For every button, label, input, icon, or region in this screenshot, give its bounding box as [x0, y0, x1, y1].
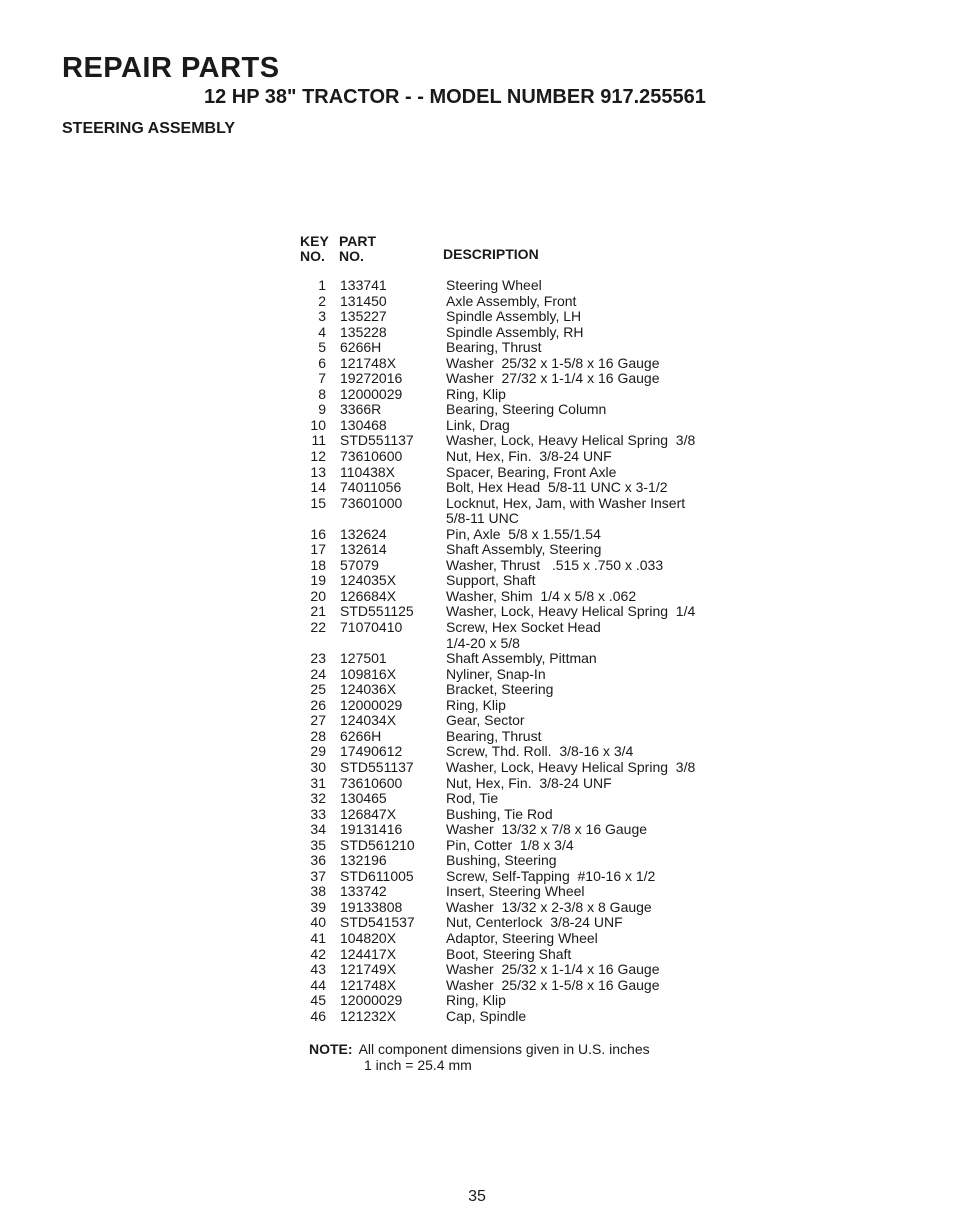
part-description: Pin, Axle 5/8 x 1.55/1.54 — [446, 525, 601, 542]
part-key-no: 35 — [310, 836, 326, 853]
parts-row — [300, 869, 760, 885]
part-header-line2: NO. — [339, 248, 364, 264]
part-key-no: 9 — [318, 401, 326, 418]
parts-row — [300, 978, 760, 994]
parts-row — [300, 340, 760, 356]
part-key-no: 6 — [318, 354, 326, 371]
parts-row — [300, 527, 760, 543]
part-key-no: 31 — [310, 774, 326, 791]
part-number: 57079 — [340, 556, 379, 573]
parts-row — [300, 511, 760, 527]
part-number: 124417X — [340, 945, 397, 962]
part-description: Gear, Sector — [446, 712, 525, 729]
parts-row — [300, 1009, 760, 1025]
part-key-no: 26 — [310, 696, 326, 713]
part-description: Pin, Cotter 1/8 x 3/4 — [446, 836, 574, 853]
part-number: 135228 — [340, 323, 387, 340]
part-number: 6266H — [340, 727, 382, 744]
key-header-line2: NO. — [300, 248, 325, 264]
part-number: 124034X — [340, 712, 397, 729]
parts-row — [300, 822, 760, 838]
parts-list — [300, 278, 760, 1024]
parts-row — [300, 947, 760, 963]
page-title: REPAIR PARTS — [62, 52, 280, 84]
part-description: 5/8-11 UNC — [446, 510, 519, 527]
part-number: 132614 — [340, 541, 387, 558]
part-key-no: 1 — [318, 277, 326, 293]
parts-row — [300, 620, 760, 636]
part-description: Screw, Thd. Roll. 3/8-16 x 3/4 — [446, 743, 634, 760]
parts-row — [300, 838, 760, 854]
part-description: Washer 27/32 x 1-1/4 x 16 Gauge — [446, 370, 660, 387]
part-description: Washer 13/32 x 7/8 x 16 Gauge — [446, 821, 648, 838]
part-description: Bolt, Hex Head 5/8-11 UNC x 3-1/2 — [446, 479, 668, 496]
parts-row — [300, 744, 760, 760]
part-number: 73610600 — [340, 448, 403, 465]
part-description: Spacer, Bearing, Front Axle — [446, 463, 617, 480]
parts-row — [300, 900, 760, 916]
parts-row — [300, 278, 760, 294]
part-description: Screw, Hex Socket Head — [446, 619, 601, 636]
part-number: 135227 — [340, 308, 387, 325]
part-description: Bearing, Thrust — [446, 727, 542, 744]
part-number: 121748X — [340, 976, 397, 993]
part-description: 1/4-20 x 5/8 — [446, 634, 520, 651]
part-key-no: 17 — [310, 541, 326, 558]
parts-row — [300, 791, 760, 807]
part-description: Washer 13/32 x 2-3/8 x 8 Gauge — [446, 898, 652, 915]
part-key-no: 27 — [310, 712, 326, 729]
part-description: Bearing, Steering Column — [446, 401, 607, 418]
part-number: 73601000 — [340, 494, 403, 511]
part-description: Bushing, Tie Rod — [446, 805, 553, 822]
part-description: Washer, Lock, Heavy Helical Spring 1/4 — [446, 603, 696, 620]
part-description: Support, Shaft — [446, 572, 536, 589]
note-label: NOTE: — [309, 1041, 353, 1057]
part-key-no: 34 — [310, 821, 326, 838]
part-header-line1: PART — [339, 233, 377, 249]
part-number — [340, 511, 446, 527]
part-key-no: 13 — [310, 463, 326, 480]
part-key-no: 41 — [310, 929, 326, 946]
part-description: Bracket, Steering — [446, 681, 554, 698]
part-description: Washer 25/32 x 1-5/8 x 16 Gauge — [446, 976, 660, 993]
part-key-no: 38 — [310, 883, 326, 900]
part-key-no: 3 — [318, 308, 326, 325]
part-number: STD551137 — [340, 758, 414, 775]
part-key-no: 23 — [310, 650, 326, 667]
part-description: Washer 25/32 x 1-1/4 x 16 Gauge — [446, 961, 660, 978]
description-header: DESCRIPTION — [443, 246, 539, 262]
part-key-no: 40 — [310, 914, 326, 931]
part-number: STD541537 — [340, 914, 415, 931]
parts-row — [300, 573, 760, 589]
parts-row — [300, 915, 760, 931]
parts-row — [300, 729, 760, 745]
parts-row — [300, 807, 760, 823]
parts-row — [300, 309, 760, 325]
part-key-no: 20 — [310, 587, 326, 604]
parts-row — [300, 853, 760, 869]
part-description: Washer 25/32 x 1-5/8 x 16 Gauge — [446, 354, 660, 371]
parts-row — [300, 402, 760, 418]
part-number: 74011056 — [340, 479, 402, 496]
part-description: Ring, Klip — [446, 385, 506, 402]
part-key-no: 33 — [310, 805, 326, 822]
part-key-no: 32 — [310, 790, 326, 807]
part-key-no: 42 — [310, 945, 326, 962]
part-key-no: 37 — [310, 867, 326, 884]
parts-row — [300, 884, 760, 900]
part-key-no: 18 — [310, 556, 326, 573]
part-number: 19133808 — [340, 898, 403, 915]
section-title: STEERING ASSEMBLY — [62, 120, 236, 137]
part-description: Nut, Hex, Fin. 3/8-24 UNF — [446, 448, 612, 465]
parts-row — [300, 962, 760, 978]
parts-row — [300, 433, 760, 449]
parts-row — [300, 604, 760, 620]
parts-row — [300, 931, 760, 947]
part-number: 124036X — [340, 681, 397, 698]
part-key-no: 19 — [310, 572, 326, 589]
part-description: Washer, Lock, Heavy Helical Spring 3/8 — [446, 758, 696, 775]
parts-row — [300, 542, 760, 558]
part-description: Screw, Self-Tapping #10-16 x 1/2 — [446, 867, 656, 884]
part-number: 130468 — [340, 416, 387, 433]
parts-row — [300, 651, 760, 667]
part-key-no: 46 — [310, 1007, 326, 1024]
part-key-no: 21 — [310, 603, 326, 620]
part-number: 19131416 — [340, 821, 403, 838]
part-description: Washer, Thrust .515 x .750 x .033 — [446, 556, 664, 573]
parts-row — [300, 418, 760, 434]
part-number: 127501 — [340, 650, 387, 667]
part-number: 121232X — [340, 1007, 397, 1024]
part-number: 132196 — [340, 852, 387, 869]
part-number: 121749X — [340, 961, 397, 978]
part-number: STD561210 — [340, 836, 415, 853]
parts-row — [300, 294, 760, 310]
part-key-no — [300, 636, 326, 652]
part-key-no: 11 — [311, 432, 326, 449]
part-key-no: 45 — [310, 992, 326, 1009]
parts-row — [300, 325, 760, 341]
part-description: Bushing, Steering — [446, 852, 557, 869]
note-line2: 1 inch = 25.4 mm — [364, 1057, 472, 1073]
parts-row — [300, 496, 760, 512]
part-number: 131450 — [340, 292, 387, 309]
part-key-no: 12 — [310, 448, 326, 465]
key-header-line1: KEY — [300, 233, 329, 249]
part-number: 104820X — [340, 929, 397, 946]
part-number: 126847X — [340, 805, 397, 822]
part-number: 12000029 — [340, 385, 403, 402]
part-description: Nut, Hex, Fin. 3/8-24 UNF — [446, 774, 612, 791]
part-description: Washer, Lock, Heavy Helical Spring 3/8 — [446, 432, 696, 449]
parts-row — [300, 371, 760, 387]
parts-row — [300, 589, 760, 605]
part-description: Nyliner, Snap-In — [446, 665, 546, 682]
part-key-no: 2 — [318, 292, 326, 309]
part-number: 121748X — [340, 354, 397, 371]
part-description: Ring, Klip — [446, 992, 506, 1009]
part-key-no: 24 — [310, 665, 326, 682]
part-number: 126684X — [340, 587, 397, 604]
note-line1: All component dimensions given in U.S. inches — [358, 1041, 650, 1057]
part-number: STD551137 — [340, 432, 414, 449]
part-description: Locknut, Hex, Jam, with Washer Insert — [446, 494, 686, 511]
parts-row — [300, 682, 760, 698]
part-description: Bearing, Thrust — [446, 339, 542, 356]
parts-row — [300, 356, 760, 372]
part-key-no: 30 — [310, 758, 326, 775]
part-description: Link, Drag — [446, 416, 510, 433]
part-description: Shaft Assembly, Steering — [446, 541, 602, 558]
part-key-no: 4 — [318, 323, 326, 340]
part-number: 133741 — [340, 277, 387, 293]
part-key-no: 25 — [310, 681, 326, 698]
part-key-no: 16 — [310, 525, 326, 542]
part-number: 6266H — [340, 339, 382, 356]
part-description: Insert, Steering Wheel — [446, 883, 585, 900]
parts-row — [300, 480, 760, 496]
part-description: Steering Wheel — [446, 277, 542, 293]
part-number: STD611005 — [340, 867, 414, 884]
parts-row — [300, 698, 760, 714]
part-number: STD551125 — [340, 603, 414, 620]
part-number: 12000029 — [340, 992, 403, 1009]
part-description: Spindle Assembly, LH — [446, 308, 582, 325]
part-description: Ring, Klip — [446, 696, 506, 713]
part-number: 12000029 — [340, 696, 403, 713]
part-key-no: 10 — [310, 416, 326, 433]
part-number: 19272016 — [340, 370, 403, 387]
part-number: 17490612 — [340, 743, 403, 760]
part-number — [340, 636, 446, 652]
part-number: 109816X — [340, 665, 397, 682]
part-description: Nut, Centerlock 3/8-24 UNF — [446, 914, 623, 931]
part-key-no: 39 — [310, 898, 326, 915]
part-key-no: 22 — [310, 619, 326, 636]
part-key-no: 29 — [310, 743, 326, 760]
parts-row — [300, 387, 760, 403]
part-description: Spindle Assembly, RH — [446, 323, 584, 340]
part-number: 3366R — [340, 401, 382, 418]
note — [309, 1041, 650, 1073]
part-key-no — [300, 511, 326, 527]
part-key-no: 15 — [310, 494, 326, 511]
part-description: Washer, Shim 1/4 x 5/8 x .062 — [446, 587, 637, 604]
part-key-no: 36 — [310, 852, 326, 869]
part-key-no: 44 — [310, 976, 326, 993]
part-description: Axle Assembly, Front — [446, 292, 577, 309]
part-number: 73610600 — [340, 774, 403, 791]
part-description: Shaft Assembly, Pittman — [446, 650, 597, 667]
part-key-no: 43 — [310, 961, 326, 978]
part-number: 132624 — [340, 525, 387, 542]
part-key-no: 8 — [318, 385, 326, 402]
parts-row — [300, 449, 760, 465]
parts-row — [300, 776, 760, 792]
part-key-no: 14 — [310, 479, 326, 496]
part-description: Rod, Tie — [446, 790, 499, 807]
parts-row — [300, 713, 760, 729]
part-key-no: 28 — [310, 727, 326, 744]
parts-row — [300, 558, 760, 574]
part-description: Boot, Steering Shaft — [446, 945, 572, 962]
part-number: 124035X — [340, 572, 397, 589]
page-number: 35 — [468, 1188, 486, 1205]
parts-row — [300, 465, 760, 481]
parts-row — [300, 993, 760, 1009]
part-key-no: 7 — [318, 370, 326, 387]
parts-row — [300, 760, 760, 776]
part-description: Cap, Spindle — [446, 1007, 527, 1024]
part-key-no: 5 — [318, 339, 326, 356]
part-number: 130465 — [340, 790, 387, 807]
part-description: Adaptor, Steering Wheel — [446, 929, 598, 946]
part-number: 71070410 — [340, 619, 403, 636]
parts-row — [300, 667, 760, 683]
part-number: 110438X — [340, 463, 396, 480]
parts-row — [300, 636, 760, 652]
model-subtitle: 12 HP 38" TRACTOR - - MODEL NUMBER 917.255561 — [204, 86, 706, 108]
part-number: 133742 — [340, 883, 387, 900]
